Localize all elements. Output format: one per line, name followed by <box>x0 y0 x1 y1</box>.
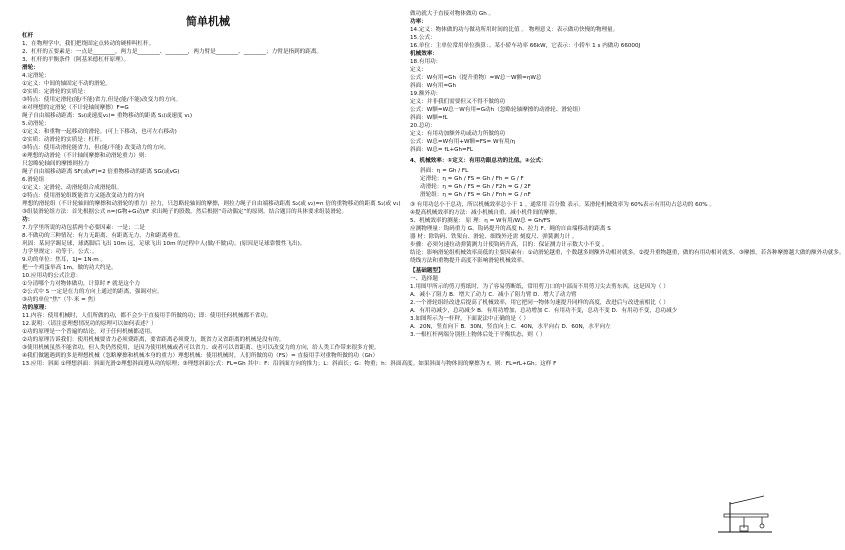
text-line: 7.力学里所说的功包括两个必要因素：一是；二是 <box>22 225 145 231</box>
text-line: 定义：并非我们需要但又不得不做的功 <box>410 99 506 105</box>
text-line: 5.动滑轮： <box>22 121 50 127</box>
practice-line: A．有用功减少，总功减少 B．有用功增加，总功增加 C．有用功不变，总功不变 D．有用功不变，总功减少 <box>410 308 678 314</box>
text-line: ②特点：使用滑轮组既能省力又能改变动力的方向 <box>22 193 145 199</box>
text-line: 8.不做功的三种情况：有力无距离、有距离无力、力和距离垂直。 <box>22 233 184 239</box>
text-line: 力学里规定：功等于。公式：。 <box>22 249 98 255</box>
efficiency-heading: 4、机械效率：①定义：有用功跟总功的比值。②公式： <box>410 158 547 164</box>
right-mid-lines <box>410 201 845 265</box>
text-line: 定义： <box>410 67 427 73</box>
text-line: 理想的滑轮组（不计轮轴间的摩擦和动滑轮的重力）拉力，只忽略轮轴间的摩擦，则拉力绳子自由端移动距离 S₂(或 v₂)=n 倍的重物移动的距离 S₁(或 v₁) <box>22 201 401 207</box>
text-line: 3、杠杆的平衡条件（阿基米德杠杆原理）。 <box>22 57 130 63</box>
text-line: 11.内容：使用机械时，人们所做的功，都不会少于直接用手所做的功；即：使用任何机械都不省功。 <box>22 313 272 319</box>
text-line: ①定义：中间的轴固定不动的滑轮。 <box>22 81 111 87</box>
text-line: 器 材：除钩码、铁架台、滑轮、细线外还需 刻度尺、弹簧测力计 。 <box>410 234 578 240</box>
text-line: 结论：影响滑轮组机械效率高低的主要因素有：①动滑轮越重，个数越多则额外功相对就多。②提升重物越重，做的有用功相对就多。③摩擦，若各种摩擦越大做的额外功就多。 <box>410 250 845 256</box>
text-line: ①定义：定滑轮、动滑轮组合成滑轮组。 <box>22 185 123 191</box>
text-line: 杠杆 <box>22 33 34 39</box>
practice-line: 2.一个滑轮组经改进后提高了机械效率，用它把同一物体匀速提升同样的高度，改进后与改进前相比（ ） <box>410 300 669 306</box>
text-line: ④提高机械效率的方法：减小机械自重、减小机件间的摩擦。 <box>410 210 561 216</box>
text-line: 16.单位：主单位常用单位换算：。某小轿车功率 66kW，它表示：小轿车 1 s 内做功 66000J <box>410 43 641 49</box>
text-line: 做功就大于直接对物体做功 Gh 。 <box>410 11 495 17</box>
page-title: 简单机械 <box>186 15 230 28</box>
text-line: ①定义：和重物一起移动的滑轮。(可上下移动，也可左右移动) <box>22 129 177 135</box>
text-line: 6.滑轮组 <box>22 177 45 183</box>
text-line: ①分清哪个力对物体做功，计算时 F 就是这个力 <box>22 281 141 287</box>
text-line: 19.额外功： <box>410 91 442 97</box>
text-line: 定义：有用功加额外功或动力所做的功 <box>410 131 506 137</box>
text-line: 巩固：某同学踢足球，球离脚后飞出 10m 远，足球飞出 10m 的过程中人(做/不做)功。(原因是足球靠惯性飞出)。 <box>22 241 306 247</box>
text-line: ③组装滑轮组方法：首先根据公式 n=(G物+G动)/F 求出绳子的股数。然后根据“奇动偶定”的原则。结合题目的具体要求组装滑轮。 <box>22 209 348 215</box>
text-line: 把一个鸡蛋举高 1m，做的功大约是。 <box>22 265 117 271</box>
text-line: 10.应用功的公式注意： <box>22 273 82 279</box>
text-line: 公式：W总=W有用+W额=FS= W有用/η <box>410 139 516 145</box>
text-line: 绳子自由端移动距离：S₂(或速度v₂)= 重物移动的距离 S₁(或速度 v₁) <box>22 113 193 119</box>
text-line: ①功的原理是一个普遍的结论，对于任何机械都适用。 <box>22 329 156 335</box>
text-line: ④理想的动滑轮（不计轴间摩擦和动滑轮重力）则： <box>22 153 151 159</box>
text-line: 功： <box>22 217 34 223</box>
text-line: 滑轮： <box>22 65 39 71</box>
practice-line: A．减小了阻力 B．增大了动力 C．减小了阻力臂 D．增大了动力臂 <box>410 292 577 298</box>
text-line: 绕线方法和重物提升高度不影响滑轮机械效率。 <box>410 258 528 264</box>
text-line: 只忽略轮轴间的摩擦则拉力 <box>22 161 90 167</box>
practice-lines <box>410 267 710 339</box>
efficiency-formulas <box>410 167 776 199</box>
text-line: 18.有用功： <box>410 59 442 65</box>
text-line: ③功的单位“焦”（牛·米 = 焦） <box>22 297 99 303</box>
text-line: 13.应用：斜面 ①理想斜面：斜面光滑②理想斜面遵从功的原理；③理想斜面公式：FL=Gh 其中：F：沿斜面方向的推力；L：斜面长；G：物重；h：斜面高度。如果斜面与物体间的摩擦为 f，则：FL=fL+Gh；这样 F <box>22 361 557 367</box>
text-line: 机械效率： <box>410 51 438 57</box>
practice-line: 【基础题型】 <box>410 268 444 274</box>
text-line: ③特点：使用定滑轮(能/不能)省力,但是(能/不能)改变力的方向。 <box>22 97 182 103</box>
text-line: ②实质：动滑轮的实质是：杠杆。 <box>22 137 106 143</box>
text-line: ②公式中 S 一定是在力的方向上通过的距离，强调对应。 <box>22 289 163 295</box>
right-top-lines <box>410 10 776 154</box>
text-line: ④我们做题遇到的多是理想机械（忽略摩擦和机械本身的重力）理想机械：使用机械时，人们所做的功（FS）= 直接用手对重物所做的功（Gh） <box>22 353 379 359</box>
text-line: 2、杠杆的五要素是：一点是________，两力是________、________，两力臂是________、________；力臂是指到的距离。 <box>22 49 323 55</box>
text-line: 公式：W有用=Gh（提升重物）=W总－W额=ηW总 <box>410 75 542 81</box>
text-line: 4.定滑轮： <box>22 73 50 79</box>
text-line: 步骤：必须匀速拉动弹簧测力计使钩码升高，目的：保证测力计示数大小不变 。 <box>410 242 608 248</box>
text-line: 15.公式： <box>410 35 436 41</box>
text-line: ③使用机械虽然不能省功，但人类仍然使用，是因为使用机械或者可以省力、或者可以省距离、也可以改变力的方向，给人类工作带来很多方便。 <box>22 345 380 351</box>
text-line: 功率： <box>410 19 427 25</box>
text-line: 绳子自由端移动距离 SF(或vF)=2 倍重物移动的距离 SG(或vG) <box>22 169 180 175</box>
text-line: 20.总功： <box>410 123 436 129</box>
text-line: 1、在物理学中，我们把绕固定点转动的硬棒叫杠杆。 <box>22 41 155 47</box>
text-line: 公式：W额=W总－W有用=G动h（忽略轮轴摩擦的动滑轮、滑轮组） <box>410 107 584 113</box>
text-line: 斜面：W有用=Gh <box>410 83 457 89</box>
text-line: ④对理想的定滑轮（不计轮轴间摩擦）F=G <box>22 105 129 111</box>
text-line: ③特点：使用动滑轮能省力，但(能/不能) 改变动力的方向。 <box>22 145 170 151</box>
text-line: 12.说明：（请注意理想情况功的原理可以如何表述？） <box>22 321 157 327</box>
text-line: 斜面：W总= fL+Gh=FL <box>410 147 474 153</box>
efficiency-formula: 滑轮组：η = Gh / FS = Gh / Fnh = G / nF <box>420 192 531 198</box>
text-line: 斜面：W额=fL <box>410 115 448 121</box>
text-line: 功的原理： <box>22 305 50 311</box>
text-line: 14.定义：物体做的功与做功所用时间的比值 。 物理意义：表示做功快慢的物理量。 <box>410 27 619 33</box>
efficiency-formula: 定滑轮：η = Gh / FS = Gh / Fh = G / F <box>420 176 524 182</box>
practice-line: 3.一根杠杆两端分别挂上物体后处于平衡状态，则（ ） <box>410 332 546 338</box>
text-line: ②实质：定滑轮的实质是： <box>22 89 89 95</box>
practice-line: 3.如图所示为一杆秤，下面说法中正确的是（ ） <box>410 316 529 322</box>
text-line: 5、机械效率的测量： 原 理：η = W有用/W总 = Gh/FS <box>410 218 551 224</box>
practice-line: 一、选择题 <box>410 276 438 282</box>
efficiency-formula: 斜面：η = Gh / FL <box>420 168 469 174</box>
text-line: ③ 有用功总小于总功，所以机械效率总小于 1 。通常用 百分数 表示。某滑轮机械效率为 60%表示有用功占总功的 60% 。 <box>410 202 715 208</box>
practice-line: A．20N，竖直向下 B．30N，竖直向上 C．40N，水平向右 D．60N，水平向左 <box>410 324 611 330</box>
right-column <box>410 10 845 339</box>
text-line: ②功的原理告诉我们：使用机械要省力必须费距离，要省距离必须费力，既省力又省距离的机械是没有的。 <box>22 337 285 343</box>
lever-balance-figure <box>714 492 776 538</box>
text-line: 应测物理量：钩码重力 G、钩码提升的高度 h、拉力 F、绳的自由端移动的距离 S <box>410 226 611 232</box>
practice-line: 1.用图甲所示的剪刀剪纸时，为了容易剪断纸，常用剪刀口的中部而不用剪刀尖去剪东西，这是因为（ ） <box>410 284 669 290</box>
efficiency-formula: 动滑轮：η = Gh / FS = Gh / F2h = G / 2F <box>420 184 531 190</box>
text-line: 9.功的单位：焦耳，1J= 1N·m 。 <box>22 257 107 263</box>
